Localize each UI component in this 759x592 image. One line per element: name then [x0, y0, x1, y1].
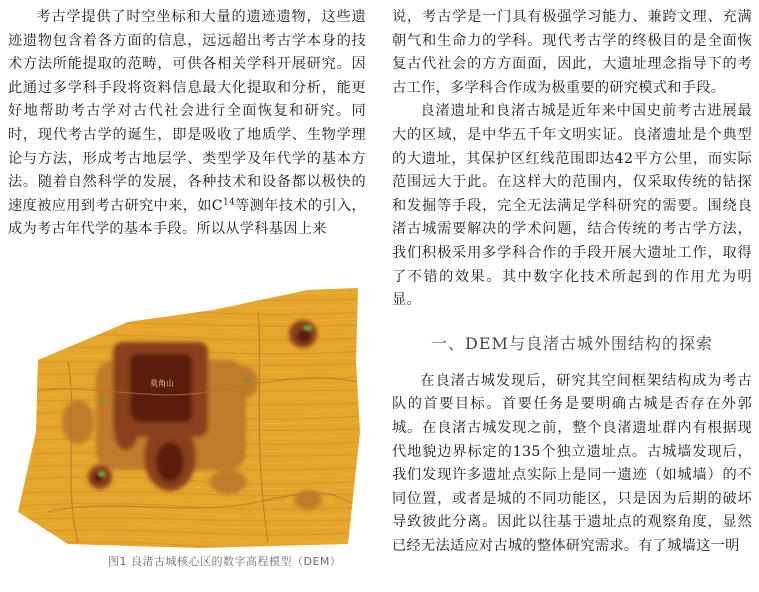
right-paragraph-2: 良渚遗址和良渚古城是近年来中国史前考古进展最大的区域，是中华五千年文明实证。良渚遗址是个典型的大遗址，其保护区红线范围即达42平方公里，而实际范围远大于此。在这样大的范围内，仅采取传统的钻探和发掘等手段，完全无法满足学科研究的需要。围绕良渚古城需要解决的学术问题，结合传统的考古学方法，我们积极采用多学科合作的手段开展大遗址工作，取得了不错的效果。其中数字化技术所起到的作用尤为明显。: [392, 103, 752, 309]
figure-caption: 图1 良渚古城核心区的数字高程模型（DEM）: [108, 555, 342, 568]
left-paragraph: [8, 6, 366, 242]
dem-figure: [8, 282, 366, 552]
c14-superscript: 14: [222, 197, 235, 208]
right-paragraph-3: 在良渚古城发现后，研究其空间框架结构成为考古队的首要目标。首要任务是要明确古城是否存在外郭城。在良渚古城发现之前，整个良渚遗址群内有根据现代地貌边界标定的135个独立遗址点。古城墙发现后，我们发现许多遗址点实际上是同一遗迹（如城墙）的不同位置，或者是城的不同功能区，只是因为后期的破坏导致彼此分离。因此以往基于遗址点的观察角度，显然已经无法适应对古城的整体研究需求。有了城墙这一明: [392, 372, 752, 554]
left-paragraph-text-a: 考古学提供了时空坐标和大量的遗迹遗物，这些遗迹遗物包含着各方面的信息，远远超出考古学本身的技术方法所能提取的范畴，可供各相关学科开展研究。因此通过多学科手段将资料信息最大化提取和分析，能更好地帮助考古学对古代社会进行全面恢复和研究。同时，现代考古学的诞生，即是吸收了地质学、生物学理论与方法，形成考古地层学、类型学及年代学的基本方法。随着自然科学的发展，各种技术和设备都以极快的速度被应用到考古研究中来，如C: [8, 9, 366, 214]
right-paragraph-1: 说，考古学是一门具有极强学习能力、兼跨文理、充满朝气和生命力的学科。现代考古学的终极目的是全面恢复古代社会的方方面面，因此，大遗址理念指导下的考古工作，多学科合作成为极重要的研究模式和手段。: [392, 9, 752, 96]
left-column: [8, 6, 366, 242]
section-heading: 一、DEM与良渚古城外围结构的探索: [431, 333, 713, 353]
right-column: [392, 6, 752, 558]
left-paragraph-text-b: 等测年技术的引入，成为考古年代学的基本手段。所以从学科基因上来: [8, 197, 366, 238]
dem-map: [8, 282, 366, 552]
mojiaoshan-label: 莫角山: [150, 379, 174, 388]
